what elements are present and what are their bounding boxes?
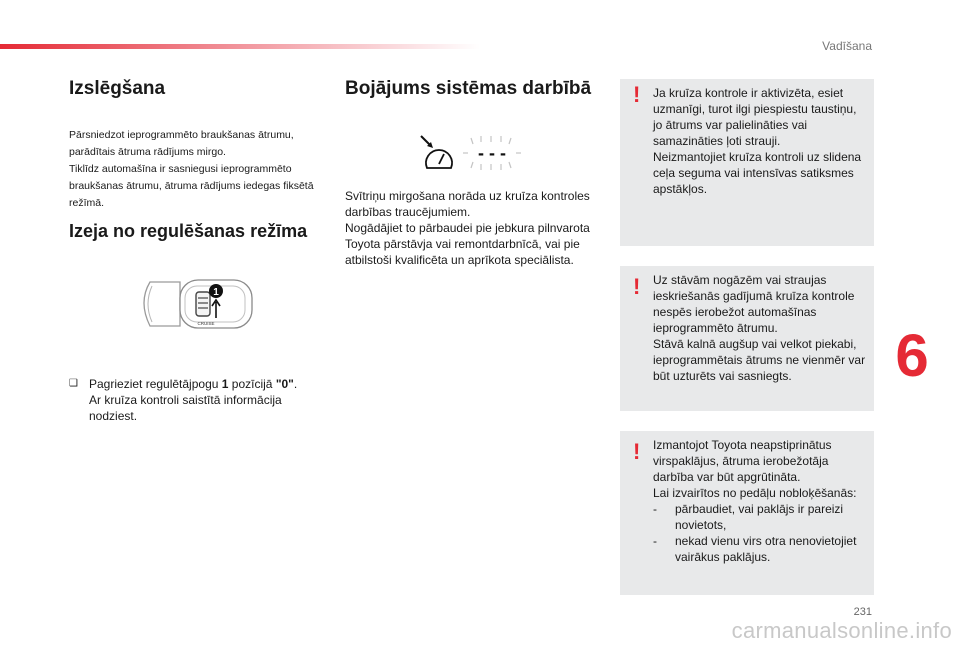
warning-2-exclamation-icon: ! — [633, 274, 641, 299]
instruction-line-2: Ar kruīza kontroli saistītā informācija nodziest. — [89, 393, 282, 423]
heading-exit-regulation: Izeja no regulēšanas režīma — [69, 221, 308, 241]
dash-bullet: - — [653, 534, 657, 548]
instruction-line-1: Pagrieziet regulētājpogu 1 pozīcijā "0". — [89, 377, 298, 391]
warning-3-paragraph-1: Izmantojot Toyota neapstiprinātus virspaklājus, ātruma ierobežotāja darbība var būt apgrūtināta. — [653, 438, 832, 484]
warning-3-paragraph-2: Lai izvairītos no pedāļu nobloķēšanās: — [653, 486, 857, 500]
callout-number: 1 — [213, 287, 219, 298]
speedometer-dashes-illustration — [413, 132, 528, 174]
warning-1-exclamation-icon: ! — [633, 82, 641, 107]
warning-3-exclamation-icon: ! — [633, 439, 641, 464]
lever-label: CRUISE — [197, 321, 215, 326]
warning-3-list-item-1 — [653, 501, 866, 533]
list-item-text: pārbaudiet, vai paklājs ir pareizi novietots, — [675, 502, 844, 532]
page-number: 231 — [853, 606, 872, 618]
list-item-text: nekad vienu virs otra nenovietojiet vairākus paklājus. — [675, 534, 857, 564]
exit-instruction — [69, 376, 319, 424]
heading-malfunction: Bojājums sistēmas darbībā — [345, 78, 592, 99]
warning-1-paragraph-1: Ja kruīza kontrole ir aktivizēta, esiet uzmanīgi, turot ilgi piespiestu taustiņu, jo ātrums var palielināties vai samazināties ļoti strauji. — [653, 86, 857, 148]
warning-box-3 — [620, 431, 874, 595]
warning-3-list-item-2 — [653, 533, 866, 565]
warning-1-paragraph-2: Neizmantojiet kruīza kontroli uz slidena ceļa seguma vai intensīvas satiksmes apstākļos. — [653, 150, 862, 196]
checkbox-bullet-icon: ❑ — [69, 378, 78, 389]
switch-off-text — [69, 127, 327, 212]
header-accent-bar — [0, 44, 480, 49]
section-title: Vadīšana — [822, 39, 872, 53]
small-paragraph-2: Tiklīdz automašīna ir sasniegusi ieprogrammēto braukšanas ātrumu, ātruma rādījums iedegas fiksētā režīmā. — [69, 163, 314, 209]
malfunction-display-figure — [413, 132, 528, 174]
warning-2-paragraph-1: Uz stāvām nogāzēm vai straujas ieskriešanās gadījumā kruīza kontrole nespēs ierobežot automašīnas ieprogrammēto ātrumu. — [653, 273, 855, 335]
small-paragraph-1: Pārsniedzot ieprogrammēto braukšanas ātrumu, parādītais ātruma rādījums mirgo. — [69, 129, 294, 158]
heading-izslegsana: Izslēgšana — [69, 78, 166, 99]
malfunction-paragraph-1: Svītriņu mirgošana norāda uz kruīza kontroles darbības traucējumiem. — [345, 189, 590, 219]
dash-bullet: - — [653, 502, 657, 516]
warning-box-1 — [620, 79, 874, 246]
warning-box-2 — [620, 266, 874, 411]
chapter-number: 6 — [895, 322, 929, 389]
display-dashes: - - - — [478, 143, 506, 163]
warning-2-paragraph-2: Stāvā kalnā augšup vai velkot piekabi, ieprogrammētais ātrums ne vienmēr var būt uzturēts vai sasniegts. — [653, 337, 866, 383]
cruise-lever-figure — [130, 262, 270, 347]
watermark: carmanualsonline.info — [731, 618, 952, 643]
malfunction-text — [345, 188, 603, 268]
malfunction-paragraph-2: Nogādājiet to pārbaudei pie jebkura pilnvarota Toyota pārstāvja vai remontdarbnīcā, vai pie atbilstoši kvalificēta un aprīkota speciālista. — [345, 221, 590, 267]
steering-lever-illustration — [130, 262, 270, 347]
